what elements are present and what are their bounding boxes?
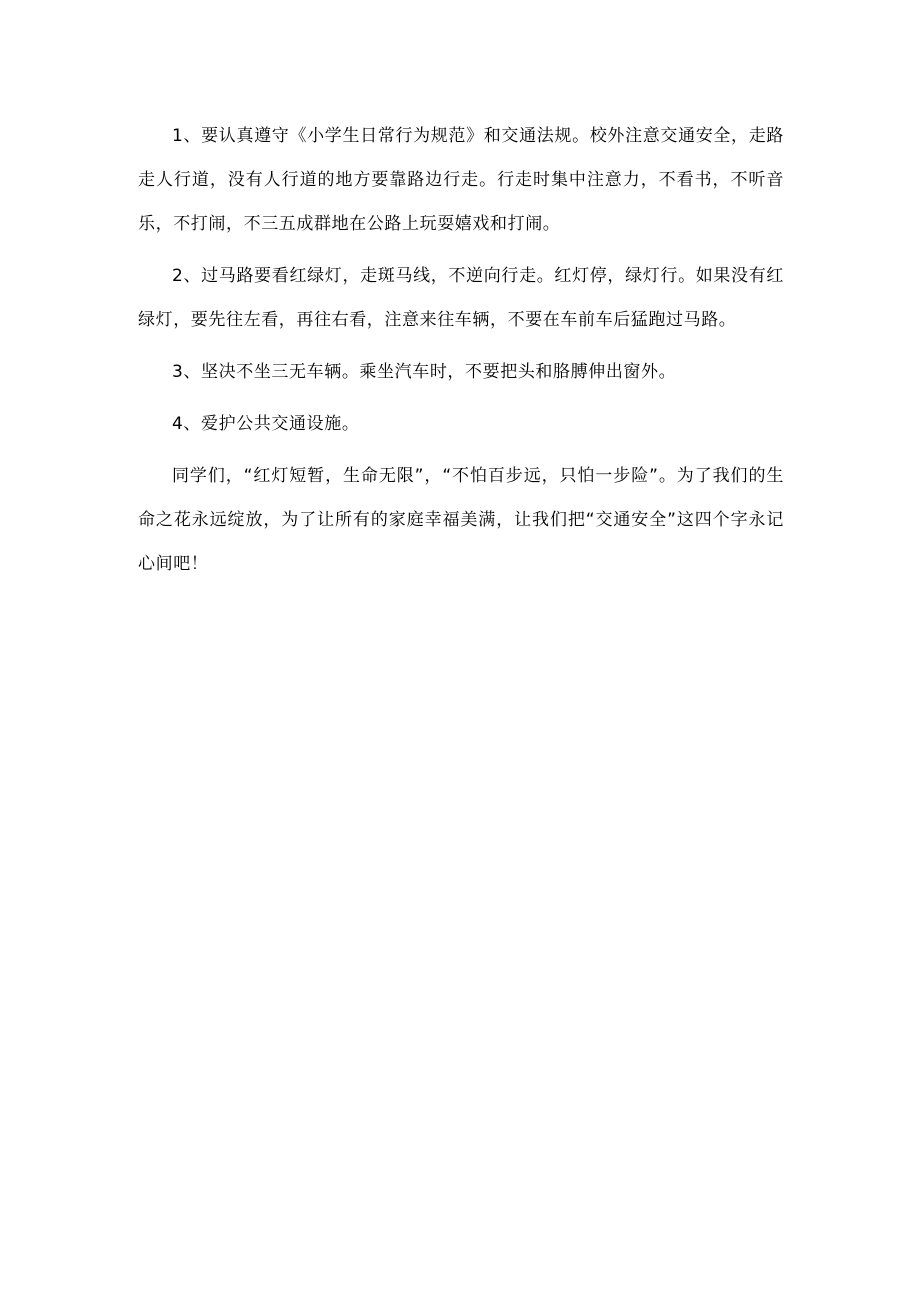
document-body: [138, 114, 784, 594]
paragraph-rule-3: 3、坚决不坐三无车辆。乘坐汽车时，不要把头和胳膊伸出窗外。: [172, 362, 677, 382]
paragraph-closing: 同学们，“红灯短暂，生命无限”，“不怕百步远，只怕一步险”。为了我们的生命之花永远绽放，为了让所有的家庭幸福美满，让我们把“交通安全”这四个字永记心间吧！: [138, 466, 784, 574]
paragraph-rule-1: 1、要认真遵守《小学生日常行为规范》和交通法规。校外注意交通安全，走路走人行道，没有人行道的地方要靠路边行走。行走时集中注意力，不看书，不听音乐，不打闹，不三五成群地在公路上玩耍嬉戏和打闹。: [138, 126, 784, 234]
paragraph-rule-4: 4、爱护公共交通设施。: [172, 414, 360, 434]
paragraph-rule-2: 2、过马路要看红绿灯，走斑马线，不逆向行走。红灯停，绿灯行。如果没有红绿灯，要先往左看，再往右看，注意来往车辆，不要在车前车后猛跑过马路。: [138, 266, 784, 330]
